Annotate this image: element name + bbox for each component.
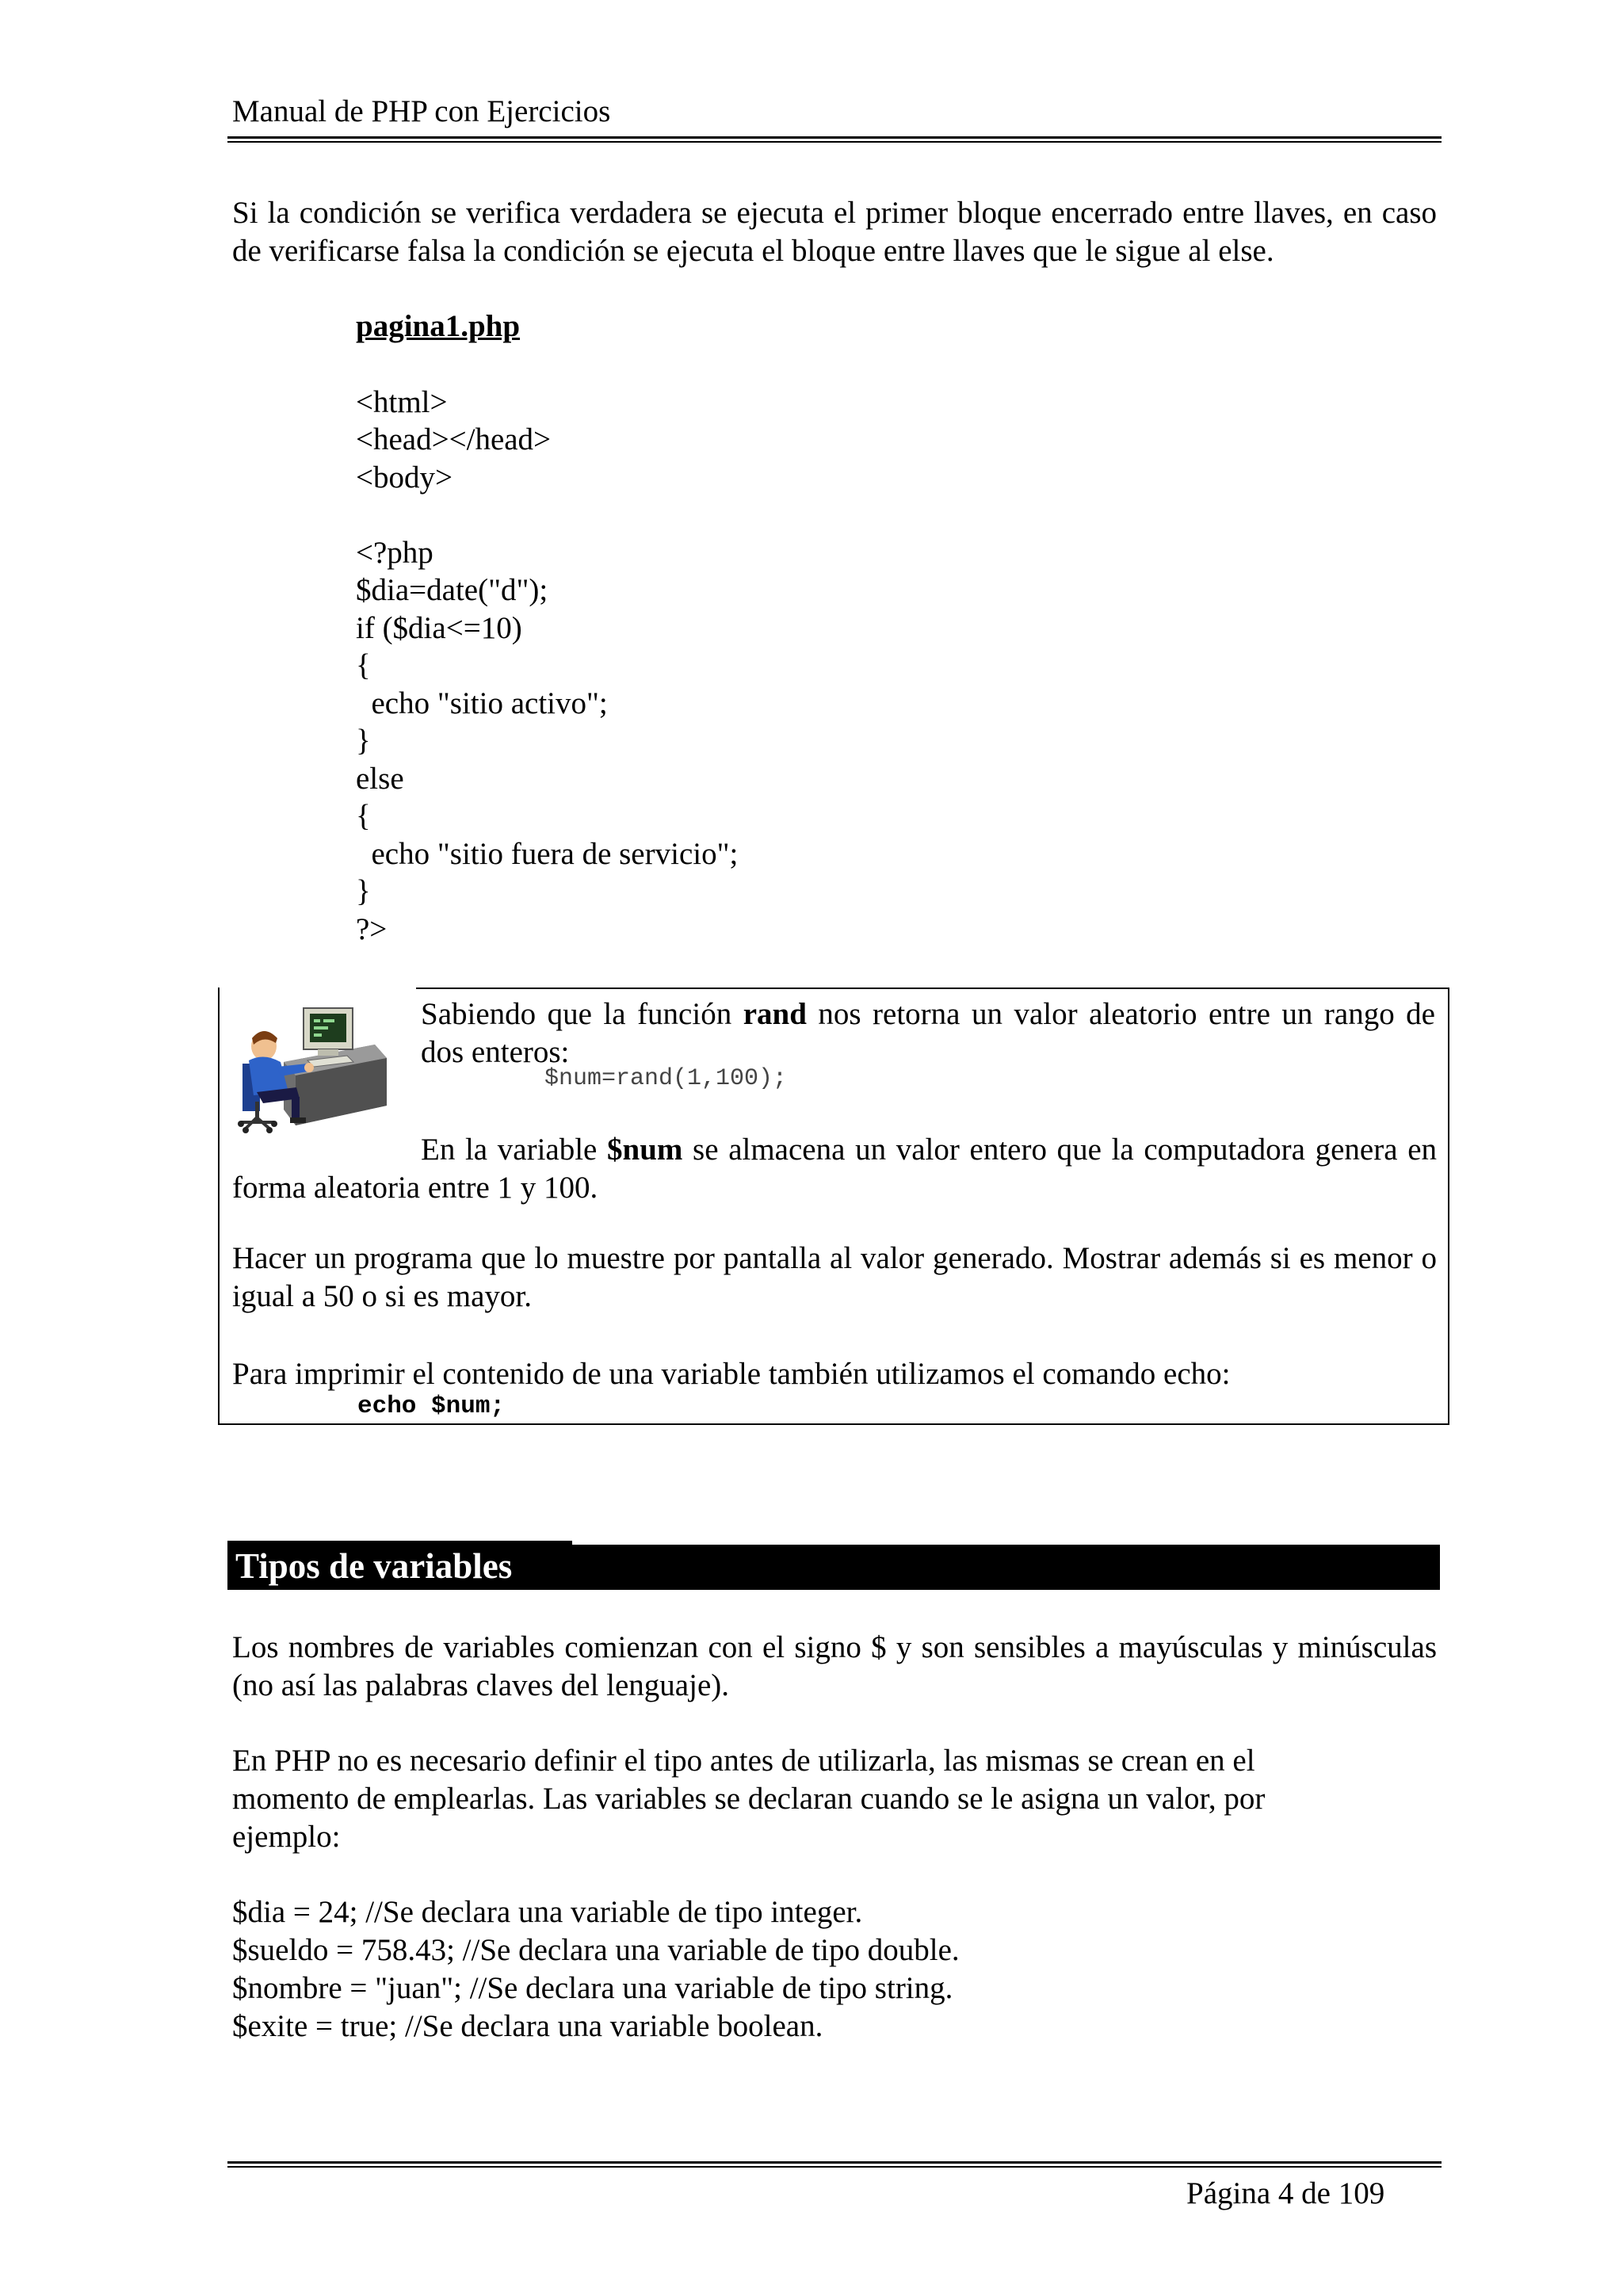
code-line: } xyxy=(356,874,371,908)
code-line: { xyxy=(356,799,371,833)
code-line: $dia=date("d"); xyxy=(356,573,548,607)
variable-example-line: $nombre = "juan"; //Se declara una variable de tipo string. xyxy=(232,1971,953,2005)
variables-paragraph-2: En PHP no es necesario definir el tipo antes de utilizarla, las mismas se crean en el momento de emplearlas. Las variables se declaran cuando se le asigna un valor, por ejemplo: xyxy=(232,1744,1266,1854)
code-line: { xyxy=(356,648,371,682)
exercise-text-part: En la variable xyxy=(421,1133,608,1167)
exercise-instructions: Hacer un programa que lo muestre por pantalla al valor generado. Mostrar además si es menor o igual a 50 o si es mayor. xyxy=(232,1241,1437,1313)
code-line: <html> xyxy=(356,384,448,419)
exercise-code-rand: $num=rand(1,100); xyxy=(544,1065,788,1092)
code-line: echo "sitio activo"; xyxy=(356,686,608,720)
footer-rule xyxy=(227,2161,1442,2164)
exercise-keyword-num: $num xyxy=(607,1133,683,1167)
exercise-keyword-rand: rand xyxy=(743,997,807,1031)
intro-paragraph: Si la condición se verifica verdadera se ejecuta el primer bloque encerrado entre llaves, en caso de verificarse falsa la condición se ejecuta el bloque entre llaves que le sigue al else. xyxy=(232,196,1437,268)
section-title: Tipos de variables xyxy=(235,1546,513,1586)
exercise-box-top-border xyxy=(416,988,1449,989)
person-at-computer-icon xyxy=(228,999,387,1133)
code-line: echo "sitio fuera de servicio"; xyxy=(356,836,739,871)
code-line: <?php xyxy=(356,535,433,570)
code-filename: pagina1.php xyxy=(356,309,521,343)
exercise-text-rand xyxy=(421,995,1435,1072)
variable-example-line: $dia = 24; //Se declara una variable de tipo integer. xyxy=(232,1895,863,1929)
footer-rule-thin xyxy=(227,2166,1442,2168)
exercise-text-part: nos retorna un valor aleatorio entre un rango de dos enteros: xyxy=(421,997,1435,1069)
running-header: Manual de PHP con Ejercicios xyxy=(232,94,611,128)
exercise-echo-hint: Para imprimir el contenido de una variable también utilizamos el comando echo: xyxy=(232,1357,1231,1391)
code-blank-line xyxy=(356,496,738,534)
page-number: Página 4 de 109 xyxy=(1186,2176,1385,2210)
exercise-text-part: se almacena un valor entero que la computadora genera en forma aleatoria entre 1 y 100. xyxy=(232,1133,1438,1205)
code-line: <head></head> xyxy=(356,422,552,457)
exercise-code-echo: echo $num; xyxy=(357,1392,506,1420)
section-heading-bar-edge xyxy=(572,1541,1440,1545)
variable-example-line: $sueldo = 758.43; //Se declara una variable de tipo double. xyxy=(232,1933,960,1967)
header-rule xyxy=(227,136,1442,139)
variable-examples xyxy=(232,1893,960,2046)
code-line: } xyxy=(356,724,371,758)
code-line: <body> xyxy=(356,460,453,495)
exercise-text-part: Sabiendo que la función xyxy=(421,997,743,1031)
code-line: ?> xyxy=(356,911,388,946)
variable-example-line: $exite = true; //Se declara una variable boolean. xyxy=(232,2009,823,2043)
code-example xyxy=(356,308,738,948)
exercise-text-num xyxy=(232,1131,1437,1207)
code-line: if ($dia<=10) xyxy=(356,610,522,645)
header-rule-thin xyxy=(227,141,1442,143)
variables-paragraph-1: Los nombres de variables comienzan con el signo $ y son sensibles a mayúsculas y minúsculas (no así las palabras claves del lenguaje). xyxy=(232,1630,1437,1702)
code-line: else xyxy=(356,761,404,796)
